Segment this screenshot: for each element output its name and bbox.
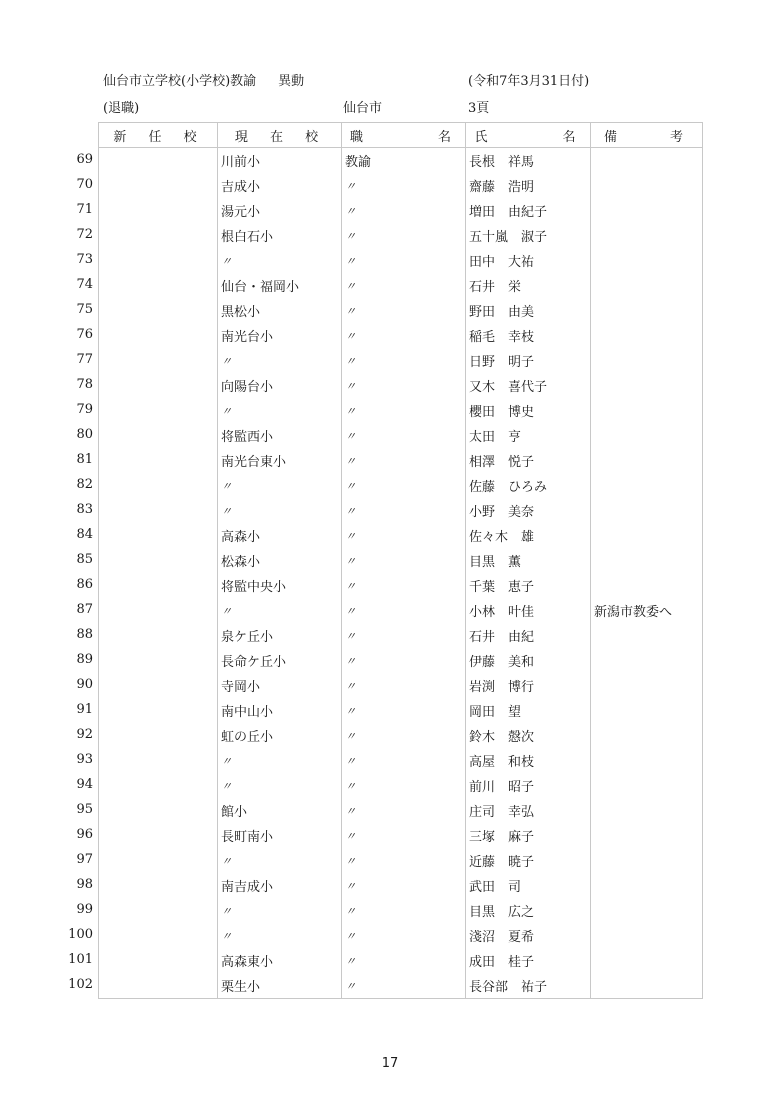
cell-current-school: 栗生小 <box>218 973 342 999</box>
cell-note <box>591 348 703 373</box>
row-number: 102 <box>68 977 93 992</box>
cell-current-school: 南中山小 <box>218 698 342 723</box>
title-text: 仙台市立学校(小学校)教諭 <box>103 74 257 89</box>
cell-name: 岡田 望 <box>466 698 591 723</box>
cell-new-school <box>99 848 218 873</box>
row-number: 100 <box>68 927 93 942</box>
cell-title: 〃 <box>342 373 466 398</box>
cell-new-school <box>99 773 218 798</box>
table-row <box>99 598 703 623</box>
cell-note <box>591 173 703 198</box>
cell-new-school <box>99 348 218 373</box>
cell-title: 〃 <box>342 448 466 473</box>
cell-name: 武田 司 <box>466 873 591 898</box>
cell-note <box>591 673 703 698</box>
cell-name: 櫻田 博史 <box>466 398 591 423</box>
row-number: 79 <box>76 402 93 417</box>
cell-name: 佐々木 雄 <box>466 523 591 548</box>
cell-name: 稲毛 幸枝 <box>466 323 591 348</box>
cell-title: 〃 <box>342 623 466 648</box>
table-row <box>99 648 703 673</box>
row-number: 86 <box>76 577 93 592</box>
cell-note <box>591 398 703 423</box>
row-number: 87 <box>76 602 93 617</box>
table-row <box>99 548 703 573</box>
col-header-new-school: 新 任 校 <box>99 123 218 148</box>
cell-new-school <box>99 423 218 448</box>
cell-name: 五十嵐 淑子 <box>466 223 591 248</box>
table-row <box>99 498 703 523</box>
cell-new-school <box>99 273 218 298</box>
cell-note <box>591 973 703 999</box>
cell-title: 〃 <box>342 673 466 698</box>
table-row <box>99 948 703 973</box>
table-row <box>99 223 703 248</box>
cell-title: 〃 <box>342 348 466 373</box>
cell-name: 長根 祥馬 <box>466 148 591 174</box>
cell-name: 野田 由美 <box>466 298 591 323</box>
cell-note <box>591 773 703 798</box>
cell-name: 日野 明子 <box>466 348 591 373</box>
cell-new-school <box>99 148 218 174</box>
effective-date: (令和7年3月31日付) <box>468 74 590 89</box>
cell-title: 〃 <box>342 773 466 798</box>
cell-name: 伊藤 美和 <box>466 648 591 673</box>
cell-name: 佐藤 ひろみ <box>466 473 591 498</box>
row-number: 88 <box>76 627 93 642</box>
table-row <box>99 148 703 174</box>
cell-new-school <box>99 548 218 573</box>
cell-new-school <box>99 298 218 323</box>
cell-name: 長谷部 祐子 <box>466 973 591 999</box>
table-row <box>99 848 703 873</box>
row-number: 77 <box>76 352 93 367</box>
cell-note <box>591 923 703 948</box>
cell-title: 〃 <box>342 598 466 623</box>
cell-new-school <box>99 398 218 423</box>
sub-page-label: 3頁 <box>468 101 490 116</box>
cell-note <box>591 223 703 248</box>
cell-note <box>591 373 703 398</box>
row-number: 72 <box>76 227 93 242</box>
cell-new-school <box>99 448 218 473</box>
cell-new-school <box>99 323 218 348</box>
cell-current-school: 南吉成小 <box>218 873 342 898</box>
cell-current-school: 湯元小 <box>218 198 342 223</box>
row-number: 98 <box>76 877 93 892</box>
cell-new-school <box>99 923 218 948</box>
cell-title: 〃 <box>342 948 466 973</box>
page-number: 17 <box>381 1056 399 1071</box>
cell-title: 〃 <box>342 898 466 923</box>
row-number: 90 <box>76 677 93 692</box>
cell-current-school: 虹の丘小 <box>218 723 342 748</box>
cell-name: 小野 美奈 <box>466 498 591 523</box>
cell-new-school <box>99 623 218 648</box>
cell-new-school <box>99 873 218 898</box>
cell-new-school <box>99 898 218 923</box>
row-number: 95 <box>76 802 93 817</box>
cell-note <box>591 248 703 273</box>
cell-title: 〃 <box>342 323 466 348</box>
cell-title: 〃 <box>342 923 466 948</box>
table-body <box>99 148 703 999</box>
cell-title: 〃 <box>342 273 466 298</box>
row-number: 85 <box>76 552 93 567</box>
row-number: 70 <box>76 177 93 192</box>
cell-name: 岩渕 博行 <box>466 673 591 698</box>
row-number: 93 <box>76 752 93 767</box>
cell-current-school: 黒松小 <box>218 298 342 323</box>
row-number: 89 <box>76 652 93 667</box>
cell-current-school: 寺岡小 <box>218 673 342 698</box>
cell-title: 教諭 <box>342 148 466 174</box>
cell-name: 齋藤 浩明 <box>466 173 591 198</box>
row-number: 71 <box>76 202 93 217</box>
cell-note <box>591 873 703 898</box>
cell-note <box>591 623 703 648</box>
cell-note <box>591 148 703 174</box>
cell-name: 近藤 暁子 <box>466 848 591 873</box>
cell-name: 成田 桂子 <box>466 948 591 973</box>
cell-title: 〃 <box>342 198 466 223</box>
cell-note <box>591 798 703 823</box>
table-row <box>99 398 703 423</box>
cell-title: 〃 <box>342 823 466 848</box>
cell-new-school <box>99 498 218 523</box>
row-number: 82 <box>76 477 93 492</box>
table-row <box>99 898 703 923</box>
cell-note: 新潟市教委へ <box>591 598 703 623</box>
cell-note <box>591 948 703 973</box>
cell-title: 〃 <box>342 698 466 723</box>
cell-new-school <box>99 948 218 973</box>
cell-name: 増田 由紀子 <box>466 198 591 223</box>
table-row <box>99 723 703 748</box>
row-number: 84 <box>76 527 93 542</box>
cell-title: 〃 <box>342 398 466 423</box>
cell-title: 〃 <box>342 848 466 873</box>
cell-note <box>591 848 703 873</box>
cell-new-school <box>99 248 218 273</box>
col-header-name: 氏 名 <box>466 123 591 148</box>
action-text: 異動 <box>278 74 305 89</box>
cell-title: 〃 <box>342 973 466 999</box>
cell-note <box>591 548 703 573</box>
cell-note <box>591 473 703 498</box>
cell-name: 田中 大祐 <box>466 248 591 273</box>
table-row <box>99 348 703 373</box>
cell-new-school <box>99 573 218 598</box>
cell-title: 〃 <box>342 498 466 523</box>
row-number: 99 <box>76 902 93 917</box>
cell-note <box>591 323 703 348</box>
col-header-title: 職 名 <box>342 123 466 148</box>
cell-title: 〃 <box>342 298 466 323</box>
col-header-current-school: 現 在 校 <box>218 123 342 148</box>
table-row <box>99 448 703 473</box>
cell-name: 石井 由紀 <box>466 623 591 648</box>
cell-note <box>591 698 703 723</box>
cell-new-school <box>99 823 218 848</box>
cell-current-school: 〃 <box>218 248 342 273</box>
cell-current-school: 〃 <box>218 898 342 923</box>
cell-current-school: 将監西小 <box>218 423 342 448</box>
cell-current-school: 吉成小 <box>218 173 342 198</box>
cell-name: 目黒 薫 <box>466 548 591 573</box>
category-label: (退職) <box>103 101 140 116</box>
cell-new-school <box>99 473 218 498</box>
cell-current-school: 南光台小 <box>218 323 342 348</box>
row-number: 69 <box>76 152 93 167</box>
table-row <box>99 423 703 448</box>
cell-current-school: 松森小 <box>218 548 342 573</box>
table-row <box>99 698 703 723</box>
cell-name: 千葉 恵子 <box>466 573 591 598</box>
cell-name: 目黒 広之 <box>466 898 591 923</box>
cell-current-school: 将監中央小 <box>218 573 342 598</box>
table-row <box>99 823 703 848</box>
row-number: 81 <box>76 452 93 467</box>
table-row <box>99 873 703 898</box>
cell-name: 太田 亨 <box>466 423 591 448</box>
cell-title: 〃 <box>342 248 466 273</box>
cell-current-school: 向陽台小 <box>218 373 342 398</box>
cell-current-school: 長町南小 <box>218 823 342 848</box>
cell-new-school <box>99 698 218 723</box>
cell-title: 〃 <box>342 423 466 448</box>
row-number: 76 <box>76 327 93 342</box>
cell-note <box>591 723 703 748</box>
cell-current-school: 〃 <box>218 498 342 523</box>
row-number: 80 <box>76 427 93 442</box>
cell-current-school: 〃 <box>218 398 342 423</box>
table-row <box>99 623 703 648</box>
cell-title: 〃 <box>342 548 466 573</box>
cell-title: 〃 <box>342 723 466 748</box>
cell-current-school: 〃 <box>218 348 342 373</box>
cell-current-school: 長命ケ丘小 <box>218 648 342 673</box>
row-number: 74 <box>76 277 93 292</box>
cell-note <box>591 498 703 523</box>
document-title <box>103 74 304 90</box>
table-row <box>99 248 703 273</box>
cell-current-school: 南光台東小 <box>218 448 342 473</box>
cell-current-school: 川前小 <box>218 148 342 174</box>
row-number: 94 <box>76 777 93 792</box>
city-label: 仙台市 <box>343 101 383 116</box>
row-number: 75 <box>76 302 93 317</box>
cell-current-school: 館小 <box>218 798 342 823</box>
cell-note <box>591 448 703 473</box>
row-number: 91 <box>76 702 93 717</box>
table-row <box>99 173 703 198</box>
table-row <box>99 573 703 598</box>
table-row <box>99 673 703 698</box>
table-row <box>99 373 703 398</box>
cell-name: 庄司 幸弘 <box>466 798 591 823</box>
table-row <box>99 523 703 548</box>
row-number: 73 <box>76 252 93 267</box>
cell-note <box>591 423 703 448</box>
table-row <box>99 323 703 348</box>
cell-current-school: 〃 <box>218 598 342 623</box>
cell-note <box>591 823 703 848</box>
cell-name: 鈴木 慤次 <box>466 723 591 748</box>
cell-current-school: 〃 <box>218 923 342 948</box>
cell-note <box>591 523 703 548</box>
cell-title: 〃 <box>342 223 466 248</box>
cell-name: 相澤 悦子 <box>466 448 591 473</box>
cell-title: 〃 <box>342 798 466 823</box>
table-row <box>99 298 703 323</box>
cell-new-school <box>99 173 218 198</box>
cell-title: 〃 <box>342 173 466 198</box>
cell-note <box>591 648 703 673</box>
cell-current-school: 〃 <box>218 473 342 498</box>
cell-new-school <box>99 198 218 223</box>
personnel-table <box>98 122 703 999</box>
cell-current-school: 仙台・福岡小 <box>218 273 342 298</box>
cell-new-school <box>99 673 218 698</box>
cell-title: 〃 <box>342 573 466 598</box>
cell-name: 淺沼 夏希 <box>466 923 591 948</box>
table-row <box>99 198 703 223</box>
cell-current-school: 根白石小 <box>218 223 342 248</box>
cell-new-school <box>99 798 218 823</box>
cell-name: 小林 叶佳 <box>466 598 591 623</box>
cell-title: 〃 <box>342 523 466 548</box>
cell-new-school <box>99 748 218 773</box>
row-number: 101 <box>68 952 93 967</box>
cell-current-school: 泉ケ丘小 <box>218 623 342 648</box>
cell-title: 〃 <box>342 748 466 773</box>
cell-note <box>591 573 703 598</box>
cell-new-school <box>99 723 218 748</box>
col-header-note: 備 考 <box>591 123 703 148</box>
cell-title: 〃 <box>342 648 466 673</box>
row-number: 78 <box>76 377 93 392</box>
cell-new-school <box>99 973 218 999</box>
cell-name: 前川 昭子 <box>466 773 591 798</box>
cell-note <box>591 298 703 323</box>
cell-current-school: 〃 <box>218 748 342 773</box>
table-row <box>99 773 703 798</box>
cell-current-school: 高森東小 <box>218 948 342 973</box>
table-row <box>99 798 703 823</box>
table-row <box>99 923 703 948</box>
cell-name: 三塚 麻子 <box>466 823 591 848</box>
cell-new-school <box>99 223 218 248</box>
cell-name: 又木 喜代子 <box>466 373 591 398</box>
cell-current-school: 〃 <box>218 848 342 873</box>
cell-new-school <box>99 523 218 548</box>
cell-note <box>591 273 703 298</box>
cell-new-school <box>99 373 218 398</box>
cell-name: 高屋 和枝 <box>466 748 591 773</box>
cell-note <box>591 748 703 773</box>
table-row <box>99 748 703 773</box>
cell-note <box>591 898 703 923</box>
table-header-row <box>99 123 703 148</box>
row-number: 96 <box>76 827 93 842</box>
table-row <box>99 273 703 298</box>
cell-current-school: 高森小 <box>218 523 342 548</box>
row-number: 97 <box>76 852 93 867</box>
cell-new-school <box>99 598 218 623</box>
cell-title: 〃 <box>342 873 466 898</box>
cell-note <box>591 198 703 223</box>
cell-name: 石井 栄 <box>466 273 591 298</box>
cell-new-school <box>99 648 218 673</box>
table-row <box>99 473 703 498</box>
table-row <box>99 973 703 999</box>
row-number: 92 <box>76 727 93 742</box>
row-number: 83 <box>76 502 93 517</box>
cell-title: 〃 <box>342 473 466 498</box>
cell-current-school: 〃 <box>218 773 342 798</box>
